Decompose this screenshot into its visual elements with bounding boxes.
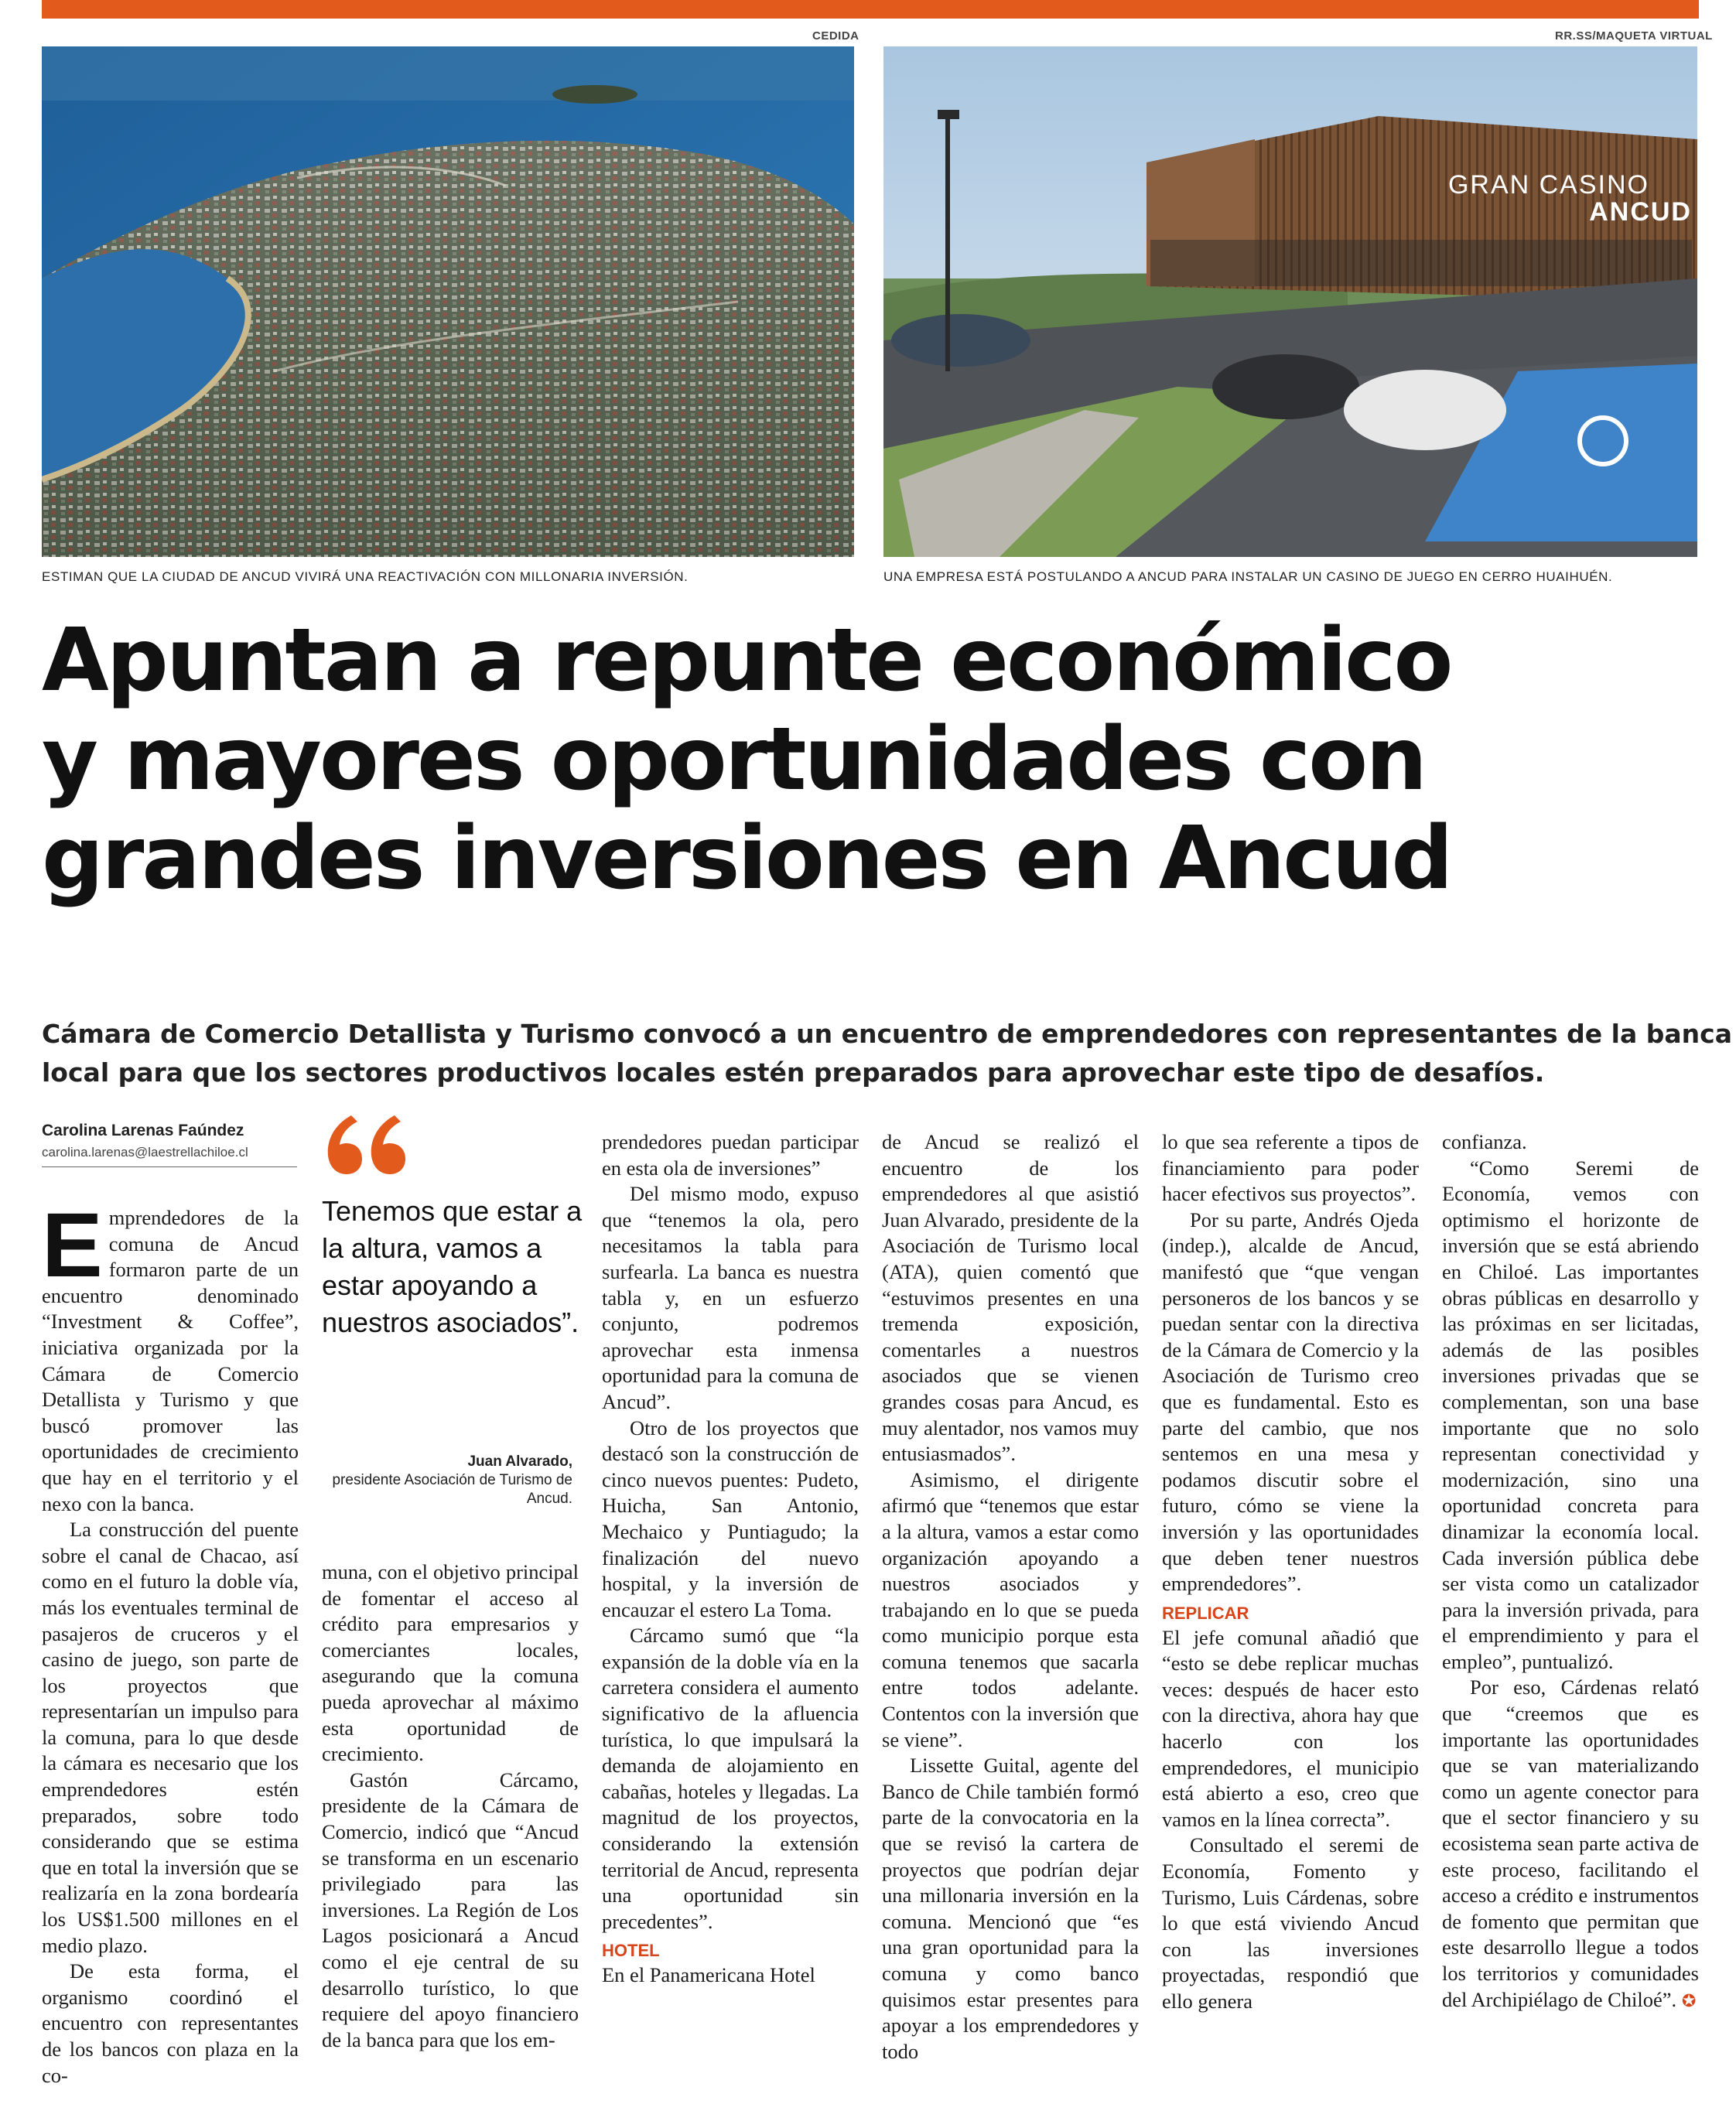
pull-quote-text: Tenemos que estar a la altura, vamos a estar apoyando a nuestros asociados”. — [322, 1195, 583, 1338]
subheading-replicar: REPLICAR — [1162, 1603, 1249, 1623]
article-column-3 — [602, 1129, 859, 1989]
headline-line-3: grandes inversiones en Ancud — [42, 808, 1451, 909]
left-photo-caption: ESTIMAN QUE LA CIUDAD DE ANCUD VIVIRÁ UNA REACTIVACIÓN CON MILLONARIA INVERSIÓN. — [42, 569, 689, 584]
pull-quote-attribution — [309, 1453, 572, 1508]
article-paragraph: prendedores puedan participar en esta ola de inversiones” — [602, 1130, 859, 1180]
article-paragraph: Del mismo modo, expuso que “tenemos la ola, pero necesitamos la tabla para surfearla. La banca es nuestra tabla y, en un esfuerzo conjunto, podremos aprovechar esta inmensa oportunidad para la comuna de Ancud”. — [602, 1182, 859, 1413]
photo-credit-right: RR.SS/MAQUETA VIRTUAL — [1555, 29, 1713, 43]
article-paragraph: Cárcamo sumó que “la expansión de la doble vía en la carretera considera el aumento significativo de la afluencia turística, lo que impulsará la demanda de alojamiento en cabañas, hoteles y llegadas. La magnitud de los proyectos, considerando la extensión territorial de Ancud, representa una oportunidad sin precedentes”. — [602, 1624, 859, 1933]
article-paragraph: lo que sea referente a tipos de financiamiento para poder hacer efectivos sus proyectos”. — [1162, 1130, 1419, 1206]
drop-cap: E — [42, 1194, 103, 1296]
svg-text:GRAN CASINO: GRAN CASINO — [1447, 170, 1649, 200]
article-paragraph: En el Panamericana Hotel — [602, 1963, 815, 1987]
article-paragraph: De esta forma, el organismo coordinó el encuentro con representantes de los bancos con plaza en la co- — [42, 1959, 299, 2087]
byline-divider — [42, 1166, 297, 1167]
deck-line-2: local para que los sectores productivos locales estén preparados para aprovechar este tipo de desafíos. — [42, 1057, 1545, 1088]
end-of-article-icon: ✪ — [1681, 1990, 1697, 2010]
article-column-6 — [1442, 1129, 1699, 2013]
subheading-hotel: HOTEL — [602, 1941, 660, 1961]
article-paragraph: Por eso, Cárdenas relató que “creemos que es importante las oportunidades que se van materializando como un agente conector para que el sector financiero y su ecosistema sean parte activa de este proceso, facilitando el acceso a crédito e instrumentos de fomento que permitan que este desarrollo llegue a todos los territorios y comunidades del Archipiélago de Chiloé”. ✪ — [1442, 1675, 1699, 2011]
article-paragraph: Por su parte, Andrés Ojeda (indep.), alcalde de Ancud, manifestó que “que vengan personeros de los bancos y se puedan sentar con la directiva de la Cámara de Comercio y la Asociación de Turismo creo que es fundamental. Esto es parte del cambio, que nos sentemos en una mesa y podamos discutir sobre el futuro, cómo se viene la inversión y las oportunidades que deben tener nuestros emprendedores”. — [1162, 1207, 1419, 1596]
pull-quote-author: Juan Alvarado, — [467, 1453, 572, 1470]
article-paragraph: Lissette Guital, agente del Banco de Chile también formó parte de la convocatoria en la que se revisó la cartera de proyectos que podrían dejar una millonaria inversión en la comuna. Mencionó que “es una gran oportunidad para la comuna y como banco quisimos estar presentes para apoyar a los emprendedores y todo — [882, 1754, 1139, 2063]
deck-line-1: Cámara de Comercio Detallista y Turismo convocó a un encuentro de emprendedores con representantes de la banca — [42, 1019, 1732, 1049]
byline-author: Carolina Larenas Faúndez — [42, 1122, 244, 1139]
article-paragraph: Otro de los proyectos que destacó son la construcción de cinco nuevos puentes: Pudeto, Huicha, San Antonio, Mechaico y Puntiagudo; la finalización del nuevo hospital, y la inversión de encauzar el estero La Toma. — [602, 1416, 859, 1621]
deck-subtitle — [42, 1015, 1732, 1092]
article-paragraph: Asimismo, el dirigente afirmó que “tenemos que estar a la altura, vamos a estar como organización apoyando a nuestros asociados y trabajando en lo que se pueda como municipio porque esta comuna tenemos que sacarla entre todos adelante. Contentos con la inversión que se viene”. — [882, 1467, 1139, 1751]
headline — [42, 611, 1697, 908]
article-paragraph: Gastón Cárcamo, presidente de la Cámara de Comercio, indicó que “Ancud se transforma en un escenario privilegiado para las inversiones. La Región de Los Lagos posicionará a Ancud como el eje central de su desarrollo turístico, lo que requiere del apoyo financiero de la banca para que los em- — [322, 1768, 579, 2051]
headline-line-1: Apuntan a repunte económico — [42, 610, 1451, 711]
article-paragraph: “Como Seremi de Economía, vemos con optimismo el horizonte de inversión que se está abriendo en Chiloé. Las importantes obras públicas en desarrollo y las próximas en ser licitadas, además de las posibles inversiones privadas que se complementan, son una base importante que no solo representan conectividad y modernización, sino una oportunidad concreta para dinamizar la economía local. Cada inversión pública debe ser vista como un catalizador para la inversión privada, para el emprendimiento y para el empleo”, puntualizó. — [1442, 1156, 1699, 1673]
article-paragraph: Emprendedores de la comuna de Ancud formaron parte de un encuentro denominado “Investment & Coffee”, iniciativa organizada por la Cámara de Comercio Detallista y Turismo y que buscó promover las oportunidades de crecimiento que hay en el territorio y el nexo con la banca. — [42, 1194, 299, 1515]
article-column-5 — [1162, 1129, 1419, 2015]
article-paragraph: El jefe comunal añadió que “esto se debe replicar muchas veces: después de hacer esto con la directiva, ahora hay que hacerlo con los emprendedores, el municipio está abierto a eso, creo que vamos en la línea correcta”. — [1162, 1625, 1419, 1831]
article-column-4 — [882, 1129, 1139, 2065]
article-paragraph: La construcción del puente sobre el canal de Chacao, así como en el futuro la doble vía, más los eventuales terminal de pasajeros de cruceros y el casino de juego, son parte de los proyectos que representarían un impulso para la comuna, para lo que desde la cámara es necesario que los emprendedores estén preparados, sobre todo considerando que se estima que en total la inversión que se realizaría en la zona bordearía los US$1.500 millones en el medio plazo. — [42, 1518, 299, 1957]
article-column-1 — [42, 1194, 299, 2089]
article-paragraph: Consultado el seremi de Economía, Fomento y Turismo, Luis Cárdenas, sobre lo que está viviendo Ancud con las inversiones proyectadas, respondió que ello genera — [1162, 1833, 1419, 2013]
svg-text:ANCUD: ANCUD — [1589, 197, 1692, 227]
headline-line-2: y mayores oportunidades con — [42, 709, 1425, 810]
quote-mark-icon — [320, 1108, 413, 1181]
right-photo-caption: UNA EMPRESA ESTÁ POSTULANDO A ANCUD PARA INSTALAR UN CASINO DE JUEGO EN CERRO HUAIHUÉN. — [883, 569, 1613, 584]
article-paragraph: de Ancud se realizó el encuentro de los emprendedores al que asistió Juan Alvarado, presidente de la Asociación de Turismo local (ATA), quien comentó que “estuvimos presentes en una tremenda exposición, comentarles a nuestros asociados que se vienen grandes cosas para Ancud, es muy alentador, nos vamos muy entusiasmados”. — [882, 1130, 1139, 1466]
byline-email: carolina.larenas@laestrellachiloe.cl — [42, 1145, 248, 1160]
article-column-2 — [322, 1559, 579, 2053]
article-paragraph: confianza. — [1442, 1130, 1527, 1153]
aerial-city-photo — [42, 46, 854, 557]
photo-credit-left: CEDIDA — [812, 29, 859, 43]
casino-rendering-photo — [883, 46, 1697, 557]
article-paragraph: muna, con el objetivo principal de fomentar el acceso al crédito para empresarios y comerciantes locales, asegurando que la comuna pueda aprovechar al máximo esta oportunidad de crecimiento. — [322, 1560, 579, 1766]
pull-quote-role: presidente Asociación de Turismo de Ancud. — [332, 1472, 572, 1507]
section-color-bar — [42, 0, 1699, 19]
